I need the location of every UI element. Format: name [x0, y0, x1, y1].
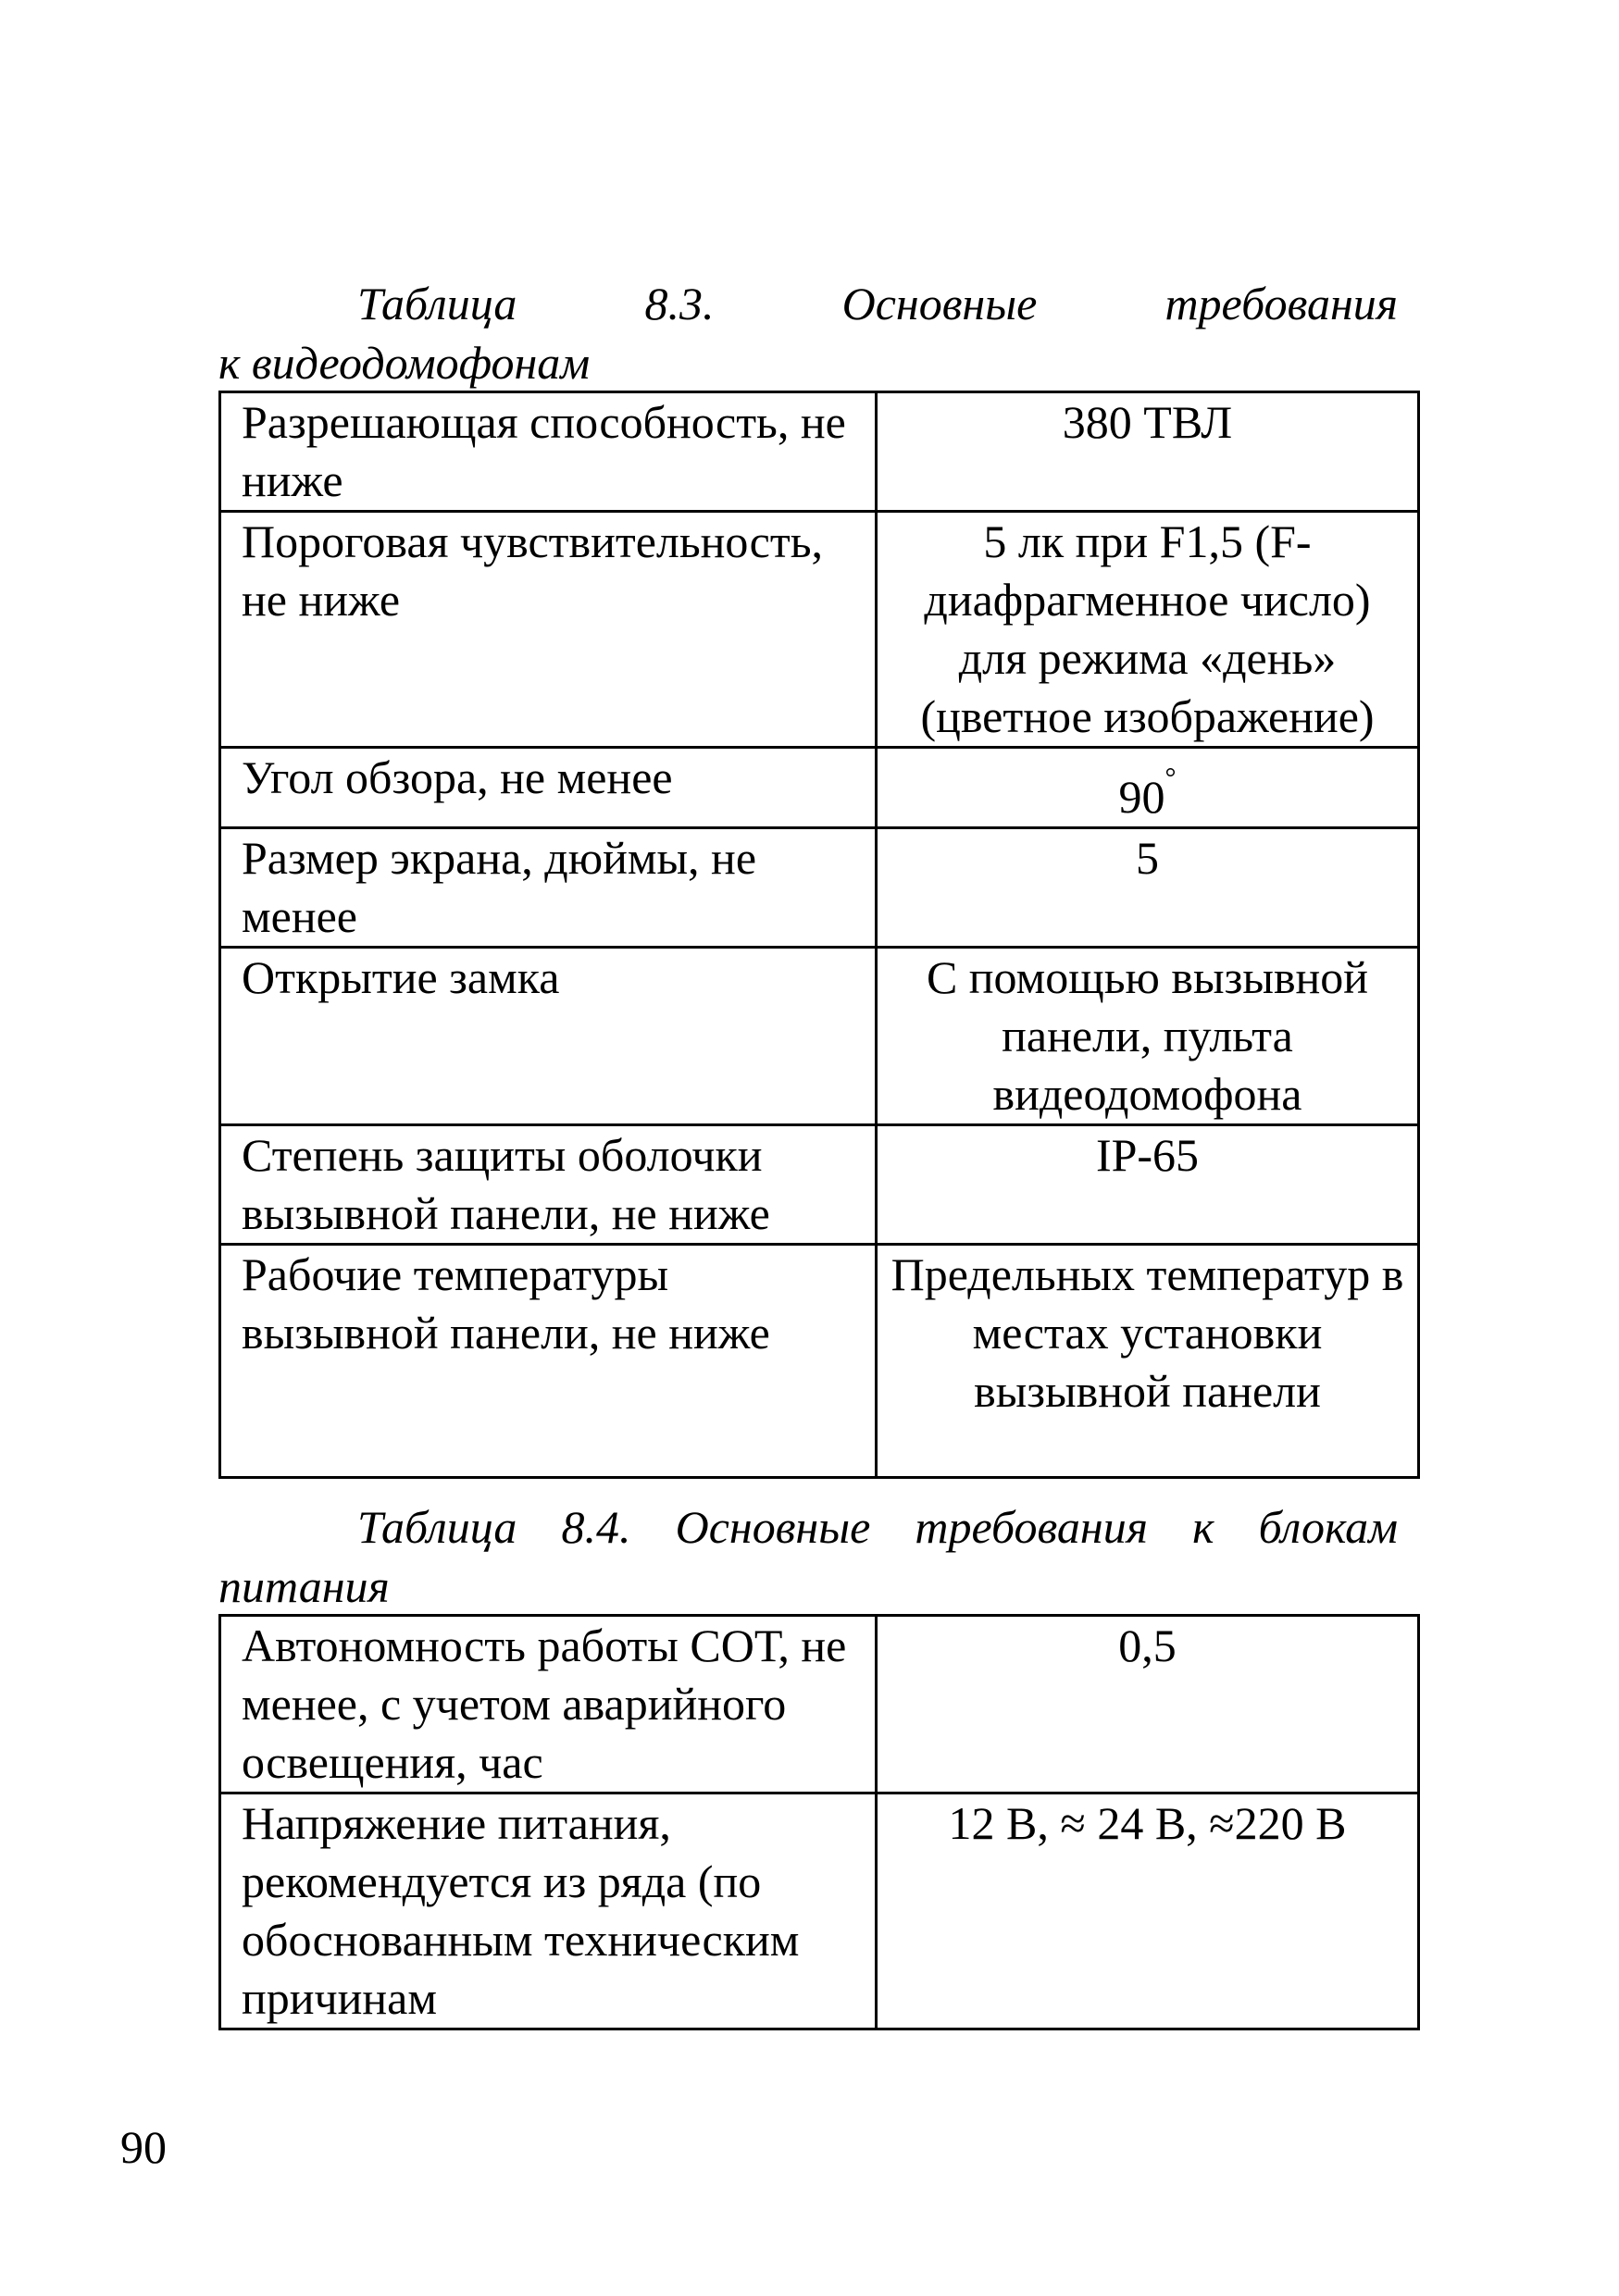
table-row — [220, 512, 1419, 748]
value-cell: С помощью вызывной панели, пульта видеодомофона — [877, 948, 1419, 1125]
table-8-3-caption-line2: к видеодомофонам — [218, 337, 591, 389]
table-row — [220, 948, 1419, 1125]
value-cell: 0,5 — [877, 1616, 1419, 1793]
param-cell: Пороговая чувствительность, не ниже — [220, 512, 877, 748]
value-cell: 5 лк при F1,5 (F-диафрагменное число) для режима «день» (цветное изображение) — [877, 512, 1419, 748]
degree-symbol: ° — [1164, 763, 1177, 793]
param-cell: Размер экрана, дюймы, не менее — [220, 828, 877, 948]
table-8-3-caption — [218, 274, 1398, 392]
param-cell: Рабочие температуры вызывной панели, не ниже — [220, 1245, 877, 1478]
param-cell: Открытие замка — [220, 948, 877, 1125]
table-8-4 — [218, 1614, 1420, 2030]
table-row — [220, 748, 1419, 828]
value-cell: 5 — [877, 828, 1419, 948]
value-cell — [877, 748, 1419, 828]
page-number: 90 — [120, 2121, 167, 2173]
table-8-4-caption — [218, 1497, 1398, 1616]
table-row — [220, 828, 1419, 948]
table-8-3 — [218, 391, 1420, 1479]
value-cell: 12 В, ≈ 24 В, ≈220 В — [877, 1793, 1419, 2029]
table-8-4-caption-line2: питания — [218, 1560, 390, 1612]
table-row — [220, 392, 1419, 512]
value-cell: IP-65 — [877, 1125, 1419, 1245]
value-cell: 380 ТВЛ — [877, 392, 1419, 512]
table-8-3-caption-line1: Таблица 8.3. Основные требования — [357, 278, 1398, 329]
table-8-4-caption-line1: Таблица 8.4. Основные требования к блокам — [357, 1501, 1398, 1553]
param-cell: Разрешающая способность, не ниже — [220, 392, 877, 512]
table-row — [220, 1125, 1419, 1245]
value-cell: Предельных температур в местах установки вызывной панели — [877, 1245, 1419, 1478]
table-row — [220, 1793, 1419, 2029]
table-row — [220, 1245, 1419, 1478]
angle-value: 90 — [1118, 771, 1165, 823]
param-cell: Угол обзора, не менее — [220, 748, 877, 828]
param-cell: Степень защиты оболочки вызывной панели, не ниже — [220, 1125, 877, 1245]
table-row — [220, 1616, 1419, 1793]
param-cell: Напряжение питания, рекомендуется из ряда (по обоснованным техническим причинам — [220, 1793, 877, 2029]
param-cell: Автономность работы СОТ, не менее, с учетом аварийного освещения, час — [220, 1616, 877, 1793]
